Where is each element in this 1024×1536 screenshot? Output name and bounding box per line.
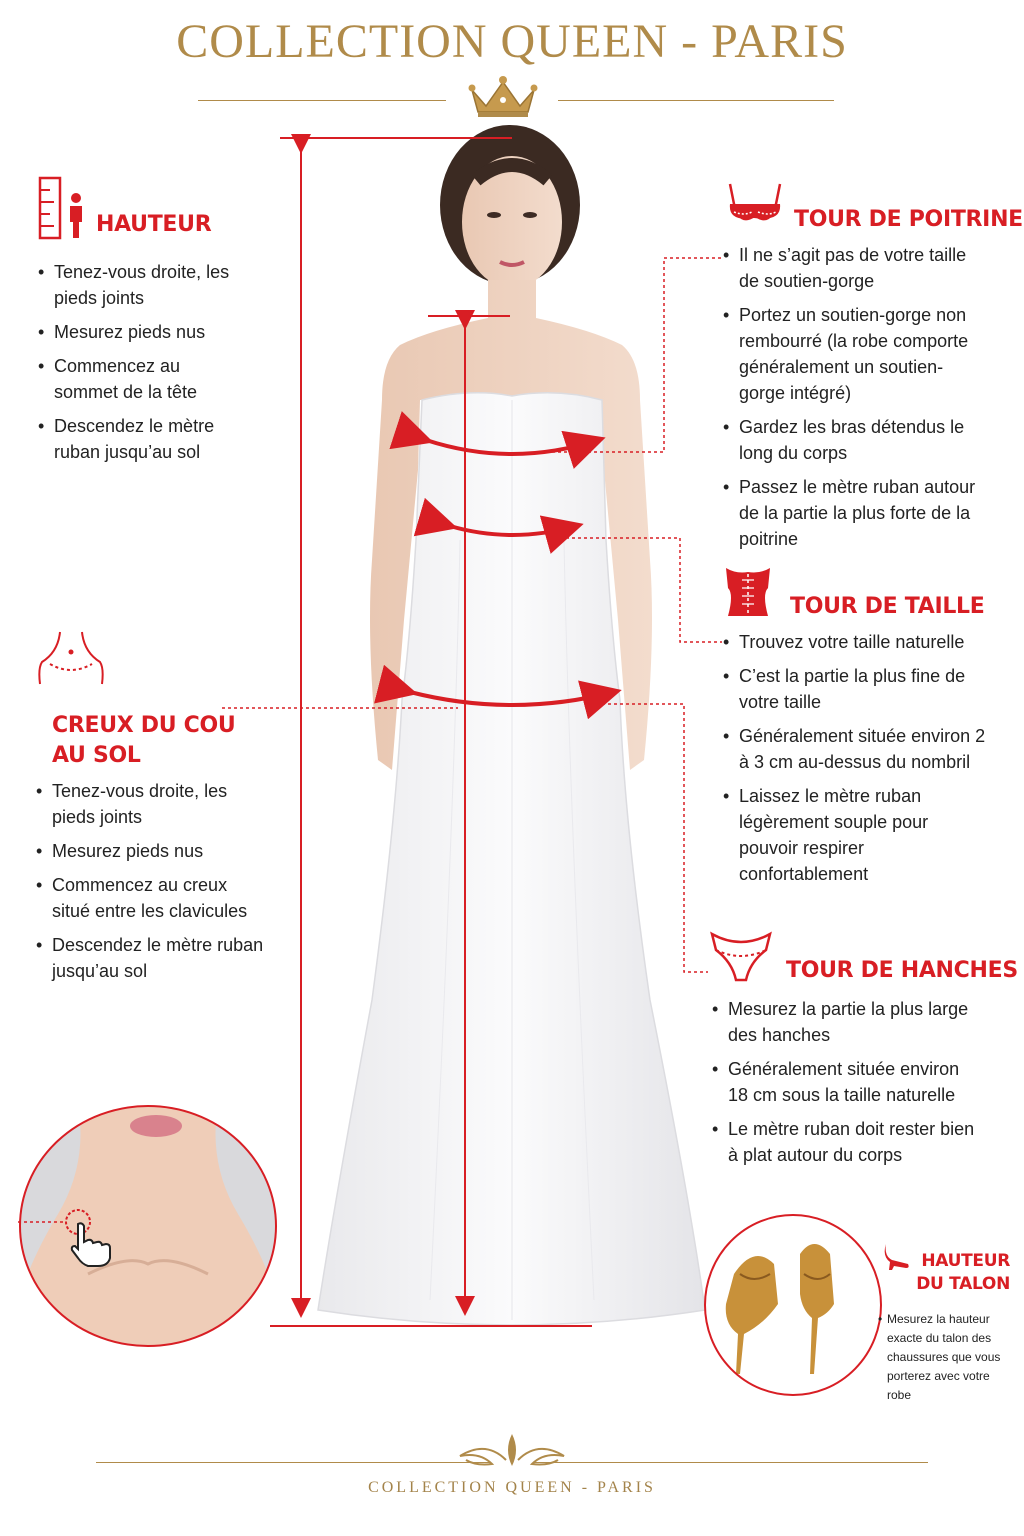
list-item: • Généralement située environ 2 à 3 cm au-dessus du nombril xyxy=(723,723,988,775)
list-item: • C’est la partie la plus fine de votre taille xyxy=(723,663,988,715)
hanches-title: TOUR DE HANCHES xyxy=(786,958,1018,983)
taille-title: TOUR DE TAILLE xyxy=(790,594,985,619)
list-item: • Mesurez la partie la plus large des hanches xyxy=(712,996,982,1048)
neck-icon xyxy=(36,628,106,690)
taille-list xyxy=(723,629,988,895)
high-heel-icon xyxy=(882,1240,912,1272)
ornament-icon xyxy=(446,1430,578,1474)
talon-title: HAUTEUR DU TALON xyxy=(916,1251,1010,1294)
hauteur-list xyxy=(38,259,243,473)
shoes-image xyxy=(704,1214,882,1396)
list-item: • Portez un soutien-gorge non rembourré (la robe comporte généralement un soutien-gorge intégré) xyxy=(723,302,983,406)
list-item: • Gardez les bras détendus le long du corps xyxy=(723,414,983,466)
list-item: • Mesurez pieds nus xyxy=(36,838,264,864)
list-item: • Commencez au sommet de la tête xyxy=(38,353,243,405)
list-item: • Le mètre ruban doit rester bien à plat autour du corps xyxy=(712,1116,982,1168)
corset-icon xyxy=(722,566,774,618)
list-item: • Descendez le mètre ruban jusqu’au sol xyxy=(38,413,243,465)
hanches-list xyxy=(712,996,982,1176)
creux-title: CREUX DU COU AU SOL xyxy=(52,713,236,768)
hand-pointer-icon xyxy=(68,1222,116,1268)
brand-title: COLLECTION QUEEN - PARIS xyxy=(176,15,848,68)
list-item: • Commencez au creux situé entre les clavicules xyxy=(36,872,264,924)
bra-icon xyxy=(724,182,786,232)
list-item: • Descendez le mètre ruban jusqu’au sol xyxy=(36,932,264,984)
talon-list xyxy=(878,1310,1014,1405)
list-item: • Passez le mètre ruban autour de la partie la plus forte de la poitrine xyxy=(723,474,983,552)
list-item: • Mesurez la hauteur exacte du talon des chaussures que vous porterez avec votre robe xyxy=(878,1310,1014,1405)
ruler-person-icon xyxy=(38,176,88,240)
list-item: • Laissez le mètre ruban légèrement souple pour pouvoir respirer confortablement xyxy=(723,783,988,887)
poitrine-title: TOUR DE POITRINE xyxy=(794,207,1023,232)
list-item: • Mesurez pieds nus xyxy=(38,319,243,345)
list-item: • Trouvez votre taille naturelle xyxy=(723,629,988,655)
footer-rule-right xyxy=(534,1462,928,1463)
list-item: • Tenez-vous droite, les pieds joints xyxy=(38,259,243,311)
panties-icon xyxy=(710,928,772,984)
hauteur-title: HAUTEUR xyxy=(96,212,212,237)
poitrine-list xyxy=(723,242,983,560)
creux-list xyxy=(36,778,264,992)
list-item: • Généralement située environ 18 cm sous la taille naturelle xyxy=(712,1056,982,1108)
footer-title: COLLECTION QUEEN - PARIS xyxy=(368,1479,656,1496)
list-item: • Il ne s’agit pas de votre taille de soutien-gorge xyxy=(723,242,983,294)
neck-closeup-image xyxy=(18,1104,278,1348)
footer-rule-left xyxy=(96,1462,490,1463)
list-item: • Tenez-vous droite, les pieds joints xyxy=(36,778,264,830)
